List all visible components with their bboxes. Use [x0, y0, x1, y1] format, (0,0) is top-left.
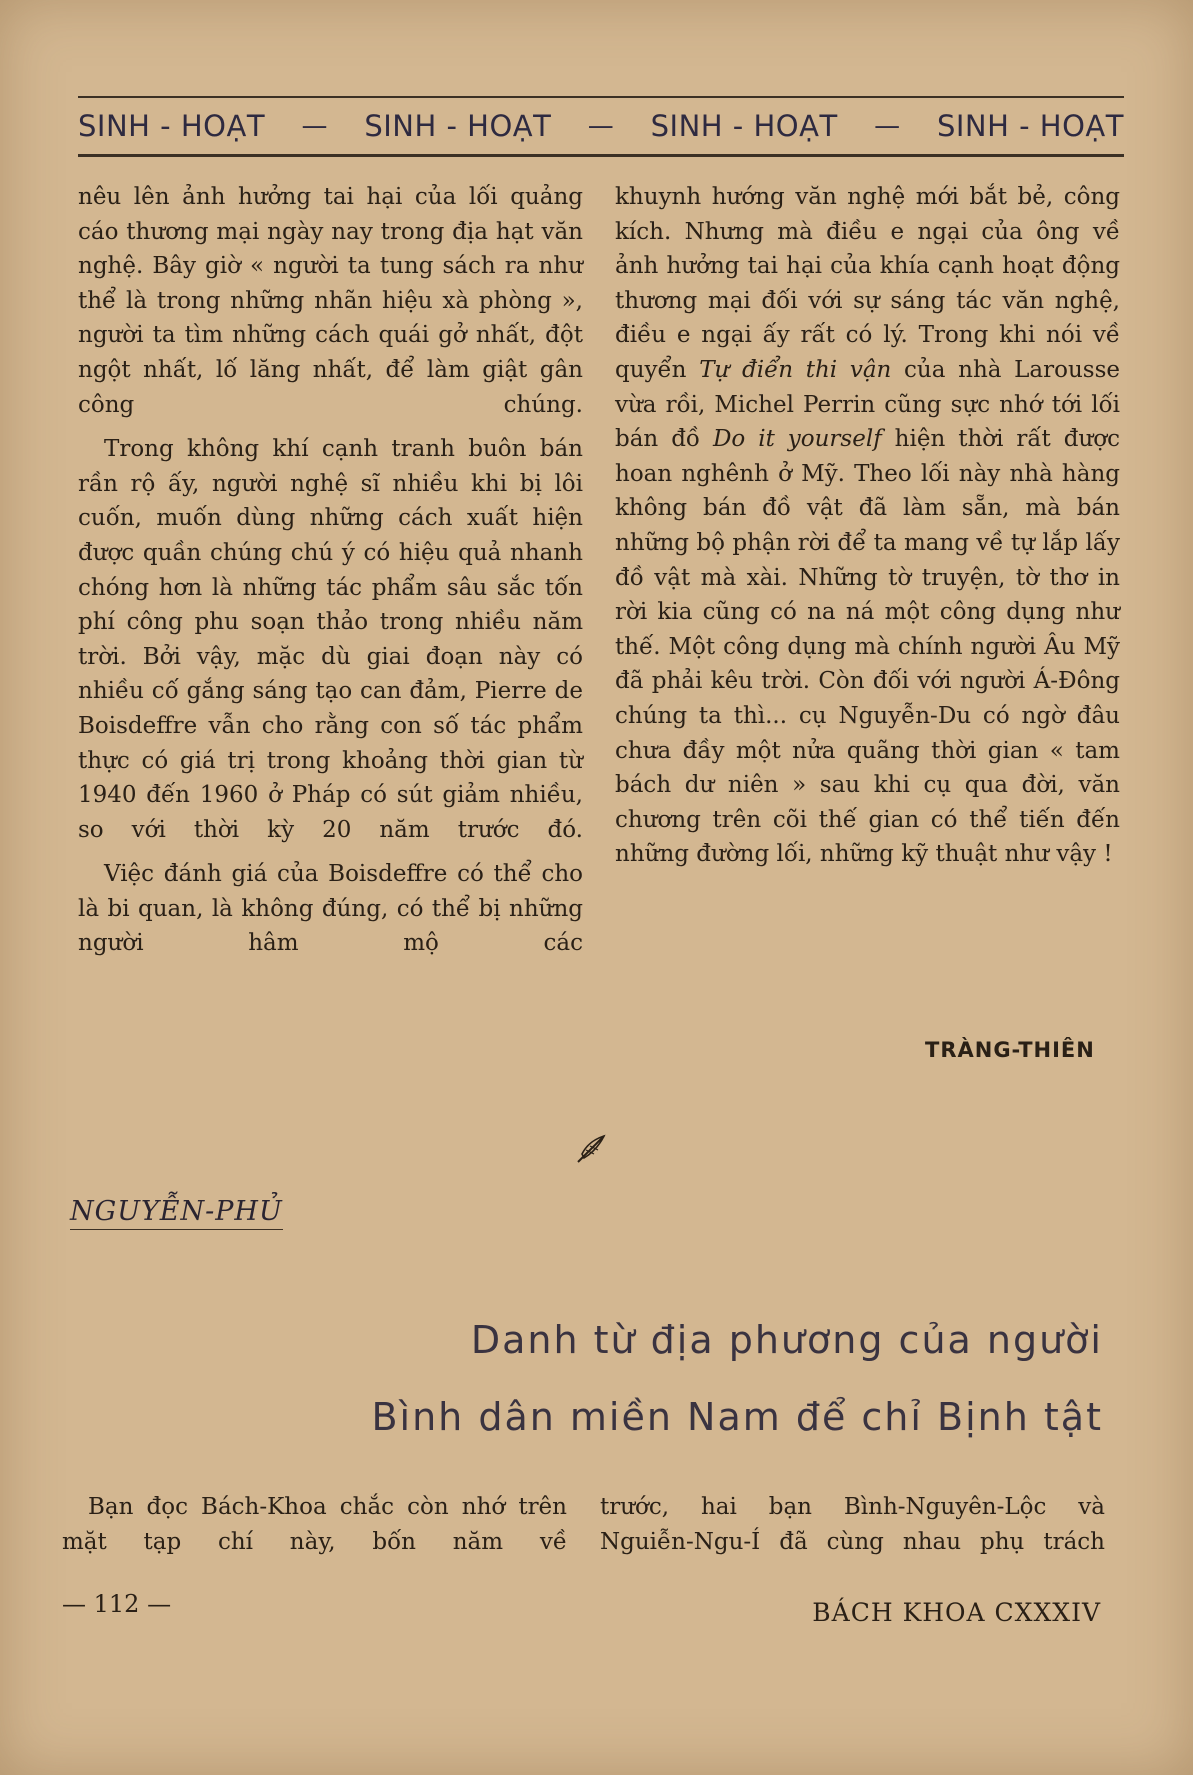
article-column-left	[78, 180, 583, 961]
paragraph: Việc đánh giá của Boisdeffre có thể cho là bi quan, là không đúng, có thể bị những người hâm mộ các	[78, 861, 583, 957]
paragraph: nêu lên ảnh hưởng tai hại của lối quảng cáo thương mại ngày nay trong địa hạt văn nghệ. Bây giờ « người ta tung sách ra như thể là trong những nhãn hiệu xà phòng », người ta tìm những cách quái gở nhất, đột ngột nhất, lố lăng nhất, để làm giật gân công chúng.	[78, 184, 583, 418]
header-item: SINH - HOẠT	[364, 109, 552, 143]
author-name: NGUYỄN-PHỦ	[70, 1196, 283, 1230]
section-header	[78, 96, 1124, 157]
header-separator: —	[587, 111, 615, 141]
article-title-line-2: Bình dân miền Nam để chỉ Bịnh tật	[371, 1395, 1103, 1439]
paragraph: khuynh hướng văn nghệ mới bắt bẻ, công kích. Nhưng mà điều e ngại của ông về ảnh hưởng tai hại của khía cạnh hoạt động thương mại đối với sự sáng tác văn nghệ, điều e ngại ấy rất có lý. Trong khi nói về quyển Tự điển thi vận của nhà Larousse vừa rồi, Michel Perrin cũng sực nhớ tới lối bán đồ Do it yourself hiện thời rất được hoan nghênh ở Mỹ. Theo lối này nhà hàng không bán đồ vật đã làm sẵn, mà bán những bộ phận rời để ta mang về tự lắp lấy đồ vật mà xài. Những tờ truyện, tờ thơ in rời kia cũng có na ná một công dụng như thế. Một công dụng mà chính người Âu Mỹ đã phải kêu trời. Còn đối với người Á-Đông chúng ta thì... cụ Nguyễn-Du có ngờ đâu chưa đầy một nửa quãng thời gian « tam bách dư niên » sau khi cụ qua đời, văn chương trên cõi thế gian có thể tiến đến những đường lối, những kỹ thuật như vậy !	[615, 184, 1121, 868]
paragraph: Trong không khí cạnh tranh buôn bán rần rộ ấy, người nghệ sĩ nhiều khi bị lôi cuốn, muốn dùng những cách xuất hiện được quần chúng chú ý có hiệu quả nhanh chóng hơn là những tác phẩm sâu sắc tốn phí công phu soạn thảo trong nhiều năm trời. Bởi vậy, mặc dù giai đoạn này có nhiều cố gắng sáng tạo can đảm, Pierre de Boisdeffre vẫn cho rằng con số tác phẩm thực có giá trị trong khoảng thời gian từ 1940 đến 1960 ở Pháp có sút giảm nhiều, so với thời kỳ 20 năm trước đó.	[78, 436, 583, 843]
phrase-italic: Do it yourself	[712, 426, 882, 453]
header-item: SINH - HOẠT	[936, 109, 1124, 143]
header-separator: —	[301, 111, 328, 141]
intro-column-left	[62, 1490, 567, 1559]
magazine-issue: BÁCH KHOA CXXXIV	[812, 1598, 1101, 1627]
article-title-line-1: Danh từ địa phương của người	[470, 1318, 1103, 1362]
quill-ornament-icon	[574, 1132, 608, 1166]
header-item: SINH - HOẠT	[78, 109, 266, 143]
header-separator: —	[874, 111, 901, 141]
book-title: Tự điển thi vận	[699, 356, 892, 383]
header-item: SINH - HOẠT	[650, 109, 838, 143]
article-column-right	[615, 180, 1120, 872]
page-number: — 112 —	[62, 1590, 172, 1618]
paragraph: trước, hai bạn Bình-Nguyên-Lộc và Nguiễn-Ngu-Í đã cùng nhau phụ trách	[600, 1494, 1105, 1555]
intro-column-right	[600, 1490, 1105, 1559]
article-signature: TRÀNG-THIÊN	[925, 1038, 1095, 1062]
paragraph: Bạn đọc Bách-Khoa chắc còn nhớ trên mặt tạp chí này, bốn năm về	[62, 1494, 567, 1555]
